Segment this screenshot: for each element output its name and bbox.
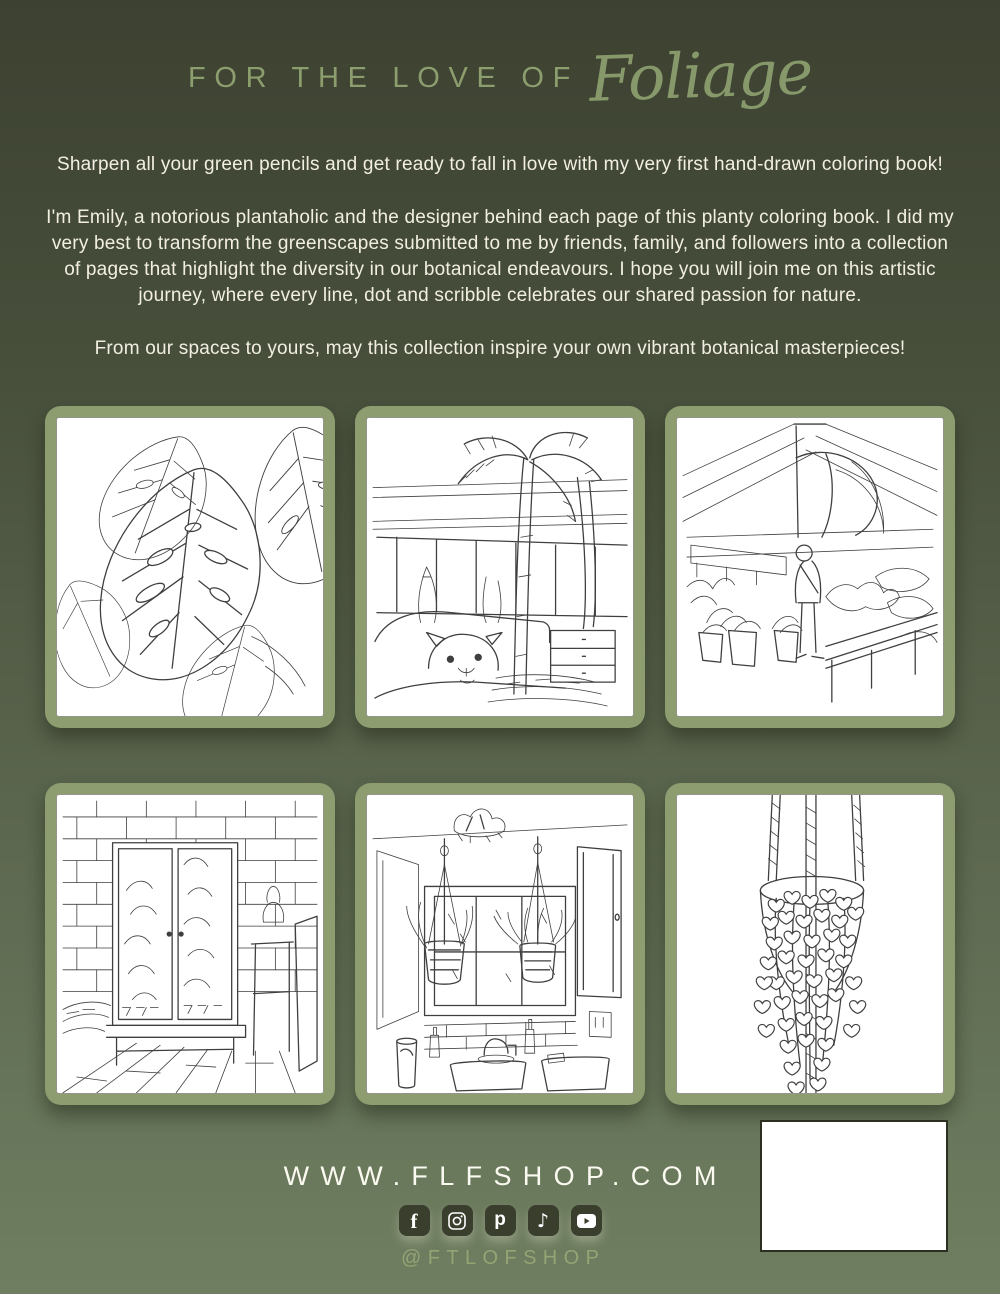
pinterest-icon[interactable]: p xyxy=(485,1205,516,1236)
intro-text xyxy=(44,152,956,362)
palm-room-with-dog-art xyxy=(366,417,634,717)
monstera-leaves-art xyxy=(56,417,324,717)
gallery-frame xyxy=(665,406,955,728)
facebook-icon[interactable]: f xyxy=(399,1205,430,1236)
kitchen-window-plants-art xyxy=(366,794,634,1094)
coloring-page-gallery xyxy=(45,406,955,1105)
intro-paragraph-2: I'm Emily, a notorious plantaholic and the designer behind each page of this planty coloring book. I did my very best to transform the greenscapes submitted to me by friends, family, and followers into a collection of pages that highlight the diversity in our botanical endeavours. I hope you will join me on this artistic journey, where every line, dot and scribble celebrates our shared passion for nature. xyxy=(46,207,954,306)
greenhouse-visit-art xyxy=(676,417,944,717)
website-link[interactable]: WWW.FLFSHOP.COM xyxy=(283,1161,728,1191)
string-of-hearts-art xyxy=(676,794,944,1094)
tiktok-icon[interactable]: ♪ xyxy=(528,1205,559,1236)
barcode-placeholder xyxy=(760,1120,948,1252)
social-icon-row xyxy=(399,1205,602,1236)
brand-script-word: Foliage xyxy=(588,35,814,116)
instagram-icon[interactable] xyxy=(442,1205,473,1236)
brand-header xyxy=(0,0,1000,126)
gallery-frame xyxy=(45,406,335,728)
gallery-frame xyxy=(355,783,645,1105)
intro-paragraph-1: Sharpen all your green pencils and get ready to fall in love with my very first hand-drawn coloring book! xyxy=(57,154,943,175)
plant-cabinet-art xyxy=(56,794,324,1094)
social-handle[interactable]: @FTLOFSHOP xyxy=(401,1247,606,1269)
gallery-frame xyxy=(665,783,955,1105)
intro-paragraph-3: From our spaces to yours, may this collection inspire your own vibrant botanical masterpieces! xyxy=(94,338,906,359)
gallery-frame xyxy=(355,406,645,728)
brand-prefix: FOR THE LOVE OF xyxy=(188,62,580,94)
gallery-frame xyxy=(45,783,335,1105)
youtube-icon[interactable] xyxy=(571,1205,602,1236)
